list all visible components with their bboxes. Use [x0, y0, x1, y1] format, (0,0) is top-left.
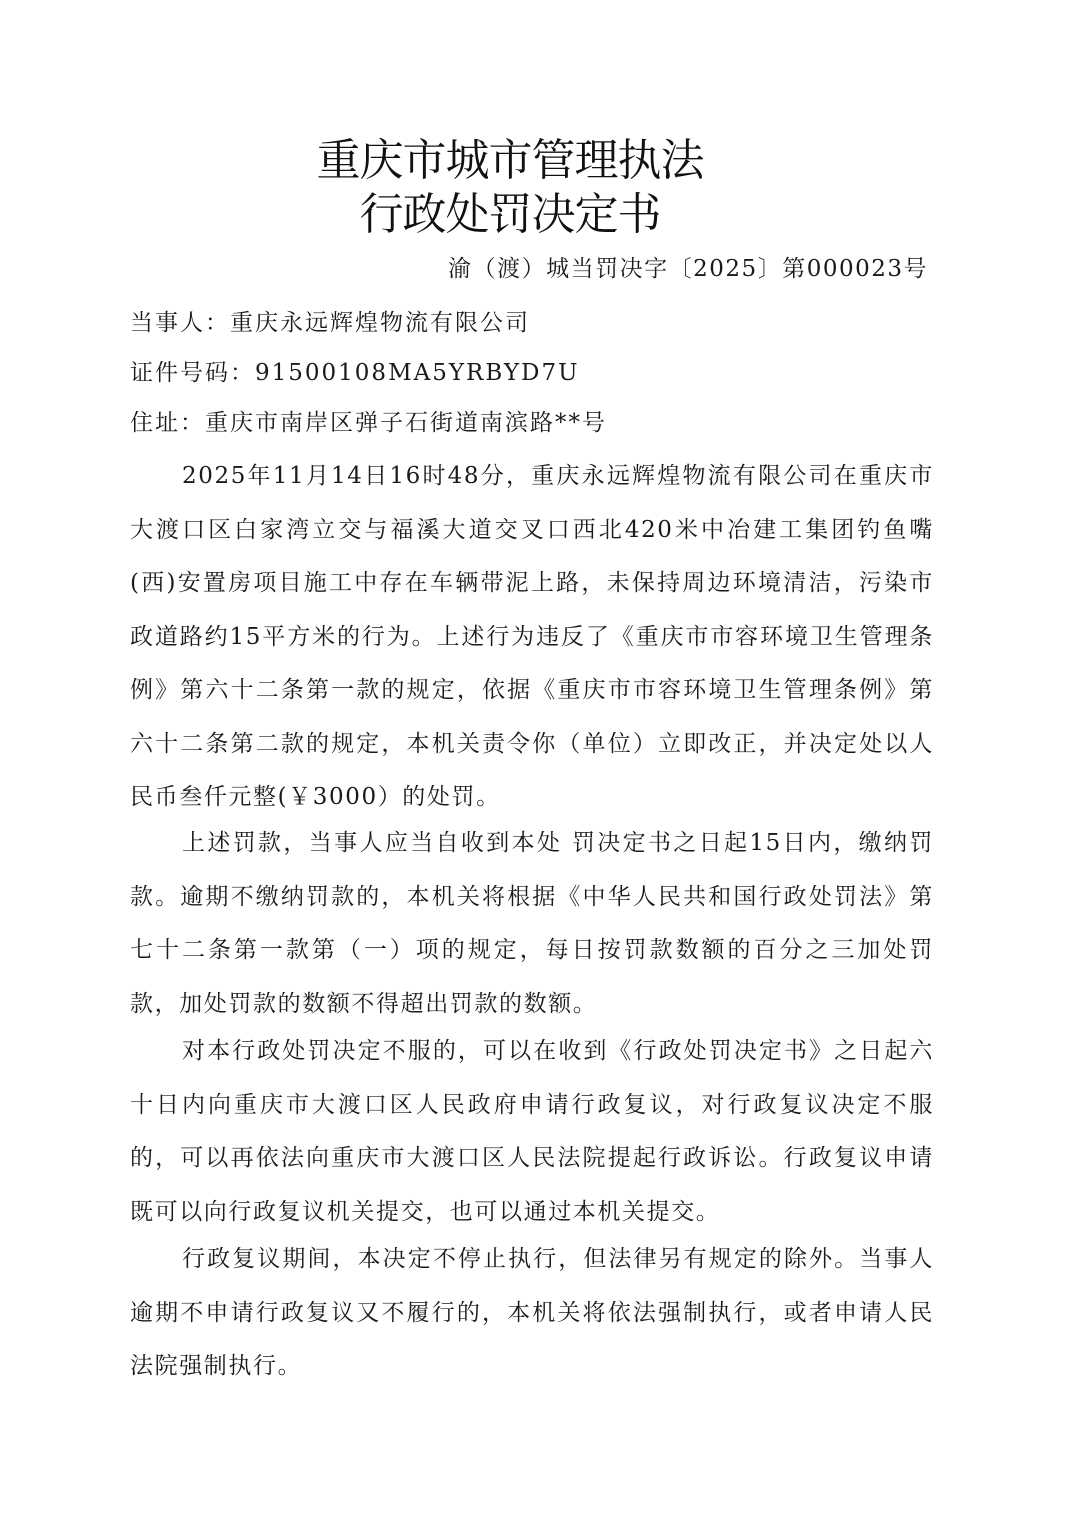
- party-name: 当事人：重庆永远辉煌物流有限公司: [130, 310, 530, 336]
- party-address: 住址：重庆市南岸区弹子石街道南滨路**号: [130, 410, 607, 436]
- document-title-line-1: 重庆市城市管理执法: [316, 135, 704, 186]
- document-number: 渝（渡）城当罚决字〔2025〕第000023号: [448, 256, 928, 282]
- id-number: 证件号码：91500108MA5YRBYD7U: [130, 360, 580, 386]
- enforcement-paragraph: 行政复议期间，本决定不停止执行，但法律另有规定的除外。当事人逾期不申请行政复议又不履行的，本机关将依法强制执行，或者申请人民法院强制执行。: [130, 1246, 934, 1379]
- document-title-line-2: 行政处罚决定书: [359, 189, 661, 240]
- appeal-paragraph: 对本行政处罚决定不服的，可以在收到《行政处罚决定书》之日起六十日内向重庆市大渡口区人民政府申请行政复议，对行政复议决定不服的，可以再依法向重庆市大渡口区人民法院提起行政诉讼。行政复议申请既可以向行政复议机关提交，也可以通过本机关提交。: [130, 1038, 934, 1225]
- violation-paragraph: 2025年11月14日16时48分，重庆永远辉煌物流有限公司在重庆市大渡口区白家湾立交与福溪大道交叉口西北420米中冶建工集团钓鱼嘴(西)安置房项目施工中存在车辆带泥上路，未保持周边环境清洁，污染市政道路约15平方米的行为。上述行为违反了《重庆市市容环境卫生管理条例》第六十二条第一款的规定，依据《重庆市市容环境卫生管理条例》第六十二条第二款的规定，本机关责令你（单位）立即改正，并决定处以人民币叁仟元整(￥3000）的处罚。: [130, 463, 934, 810]
- payment-paragraph: 上述罚款，当事人应当自收到本处 罚决定书之日起15日内，缴纳罚款。逾期不缴纳罚款的，本机关将根据《中华人民共和国行政处罚法》第七十二条第一款第（一）项的规定，每日按罚款数额的百分之三加处罚款，加处罚款的数额不得超出罚款的数额。: [130, 830, 934, 1017]
